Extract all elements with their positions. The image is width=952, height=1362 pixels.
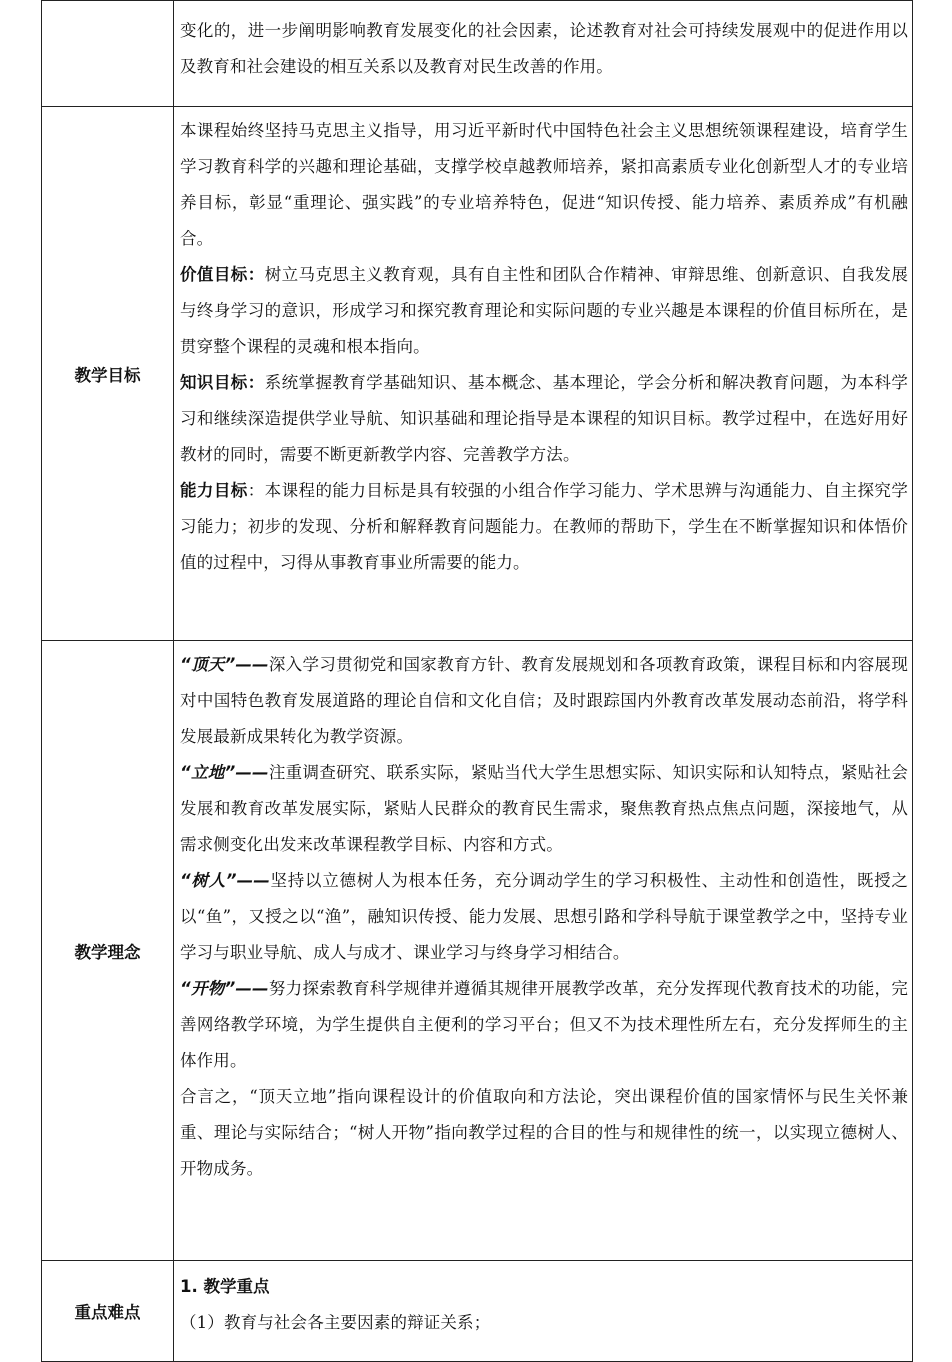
- paragraph-text: 系统掌握教育学基础知识、基本概念、基本理论，学会分析和解决教育问题，为本科学习和继续深造提供学业导航、知识基础和理论指导是本课程的知识目标。教学过程中，在选好用好教材的同时，需要不断更新教学内容、完善教学方法。: [180, 373, 909, 464]
- paragraph: [180, 647, 908, 755]
- paragraph: [180, 863, 908, 971]
- row-content: [174, 1, 913, 107]
- paragraph-lead: “开物”——: [180, 979, 269, 998]
- paragraph: [180, 1079, 908, 1187]
- paragraph-lead: “立地”——: [180, 763, 269, 782]
- paragraph-lead: 价值目标：: [180, 265, 265, 284]
- row-label: 教学目标: [42, 107, 174, 641]
- row-content: [174, 107, 913, 641]
- paragraph-lead: 知识目标：: [180, 373, 265, 392]
- paragraph: [180, 971, 908, 1079]
- paragraph-text: 努力探索教育科学规律并遵循其规律开展教学改革，充分发挥现代教育技术的功能，完善网络教学环境，为学生提供自主便利的学习平台；但又不为技术理性所左右，充分发挥师生的主体作用。: [180, 979, 909, 1070]
- paragraph: [180, 755, 908, 863]
- table-row: [42, 1261, 913, 1362]
- paragraph-text: 深入学习贯彻党和国家教育方针、教育发展规划和各项教育政策，课程目标和内容展现对中国特色教育发展道路的理论自信和文化自信；及时跟踪国内外教育改革发展动态前沿，将学科发展最新成果转化为教学资源。: [180, 655, 909, 746]
- paragraph-text: 合言之，“顶天立地”指向课程设计的价值取向和方法论，突出课程价值的国家情怀与民生关怀兼重、理论与实际结合；“树人开物”指向教学过程的合目的性与和规律性的统一，以实现立德树人、开物成务。: [180, 1087, 908, 1178]
- paragraph-lead: “树人”——: [180, 871, 270, 890]
- paragraph-text: 坚持以立德树人为根本任务，充分调动学生的学习积极性、主动性和创造性，既授之以“鱼”，又授之以“渔”，融知识传授、能力发展、思想引路和学科导航于课堂教学之中，坚持专业学习与职业导航、成人与成才、课业学习与终身学习相结合。: [180, 871, 908, 962]
- paragraph: [180, 365, 908, 473]
- paragraph-text: 注重调查研究、联系实际，紧贴当代大学生思想实际、知识实际和认知特点，紧贴社会发展和教育改革发展实际，紧贴人民群众的教育民生需求，聚焦教育热点焦点问题，深接地气，从需求侧变化出发来改革课程教学目标、内容和方式。: [180, 763, 909, 854]
- row-label: 教学理念: [42, 641, 174, 1261]
- paragraph-lead: 能力目标: [180, 481, 248, 500]
- paragraph: [180, 257, 908, 365]
- paragraph: [180, 13, 908, 85]
- table-row: [42, 641, 913, 1261]
- paragraph-lead: “顶天”——: [180, 655, 269, 674]
- table-row: [42, 1, 913, 107]
- row-content: [174, 1261, 913, 1362]
- row-content: [174, 641, 913, 1261]
- paragraph-text: 树立马克思主义教育观，具有自主性和团队合作精神、审辩思维、创新意识、自我发展与终身学习的意识，形成学习和探究教育理论和实际问题的专业兴趣是本课程的价值目标所在，是贯穿整个课程的灵魂和根本指向。: [180, 265, 909, 356]
- paragraph-text: 变化的，进一步阐明影响教育发展变化的社会因素，论述教育对社会可持续发展观中的促进作用以及教育和社会建设的相互关系以及教育对民生改善的作用。: [180, 21, 908, 76]
- paragraph: [180, 113, 908, 257]
- section-heading: 1. 教学重点: [180, 1277, 270, 1296]
- paragraph-text: （1）教育与社会各主要因素的辩证关系；: [180, 1313, 491, 1332]
- document-table: [41, 0, 913, 1362]
- paragraph-text: ：本课程的能力目标是具有较强的小组合作学习能力、学术思辨与沟通能力、自主探究学习能力；初步的发现、分析和解释教育问题能力。在教师的帮助下，学生在不断掌握知识和体悟价值的过程中，习得从事教育事业所需要的能力。: [180, 481, 908, 572]
- row-label: [42, 1, 174, 107]
- paragraph: [180, 473, 908, 581]
- paragraph-text: 本课程始终坚持马克思主义指导，用习近平新时代中国特色社会主义思想统领课程建设，培育学生学习教育科学的兴趣和理论基础，支撑学校卓越教师培养，紧扣高素质专业化创新型人才的专业培养目标，彰显“重理论、强实践”的专业培养特色，促进“知识传授、能力培养、素质养成”有机融合。: [180, 121, 908, 248]
- paragraph: [180, 1305, 908, 1341]
- table-row: [42, 107, 913, 641]
- row-label: 重点难点: [42, 1261, 174, 1362]
